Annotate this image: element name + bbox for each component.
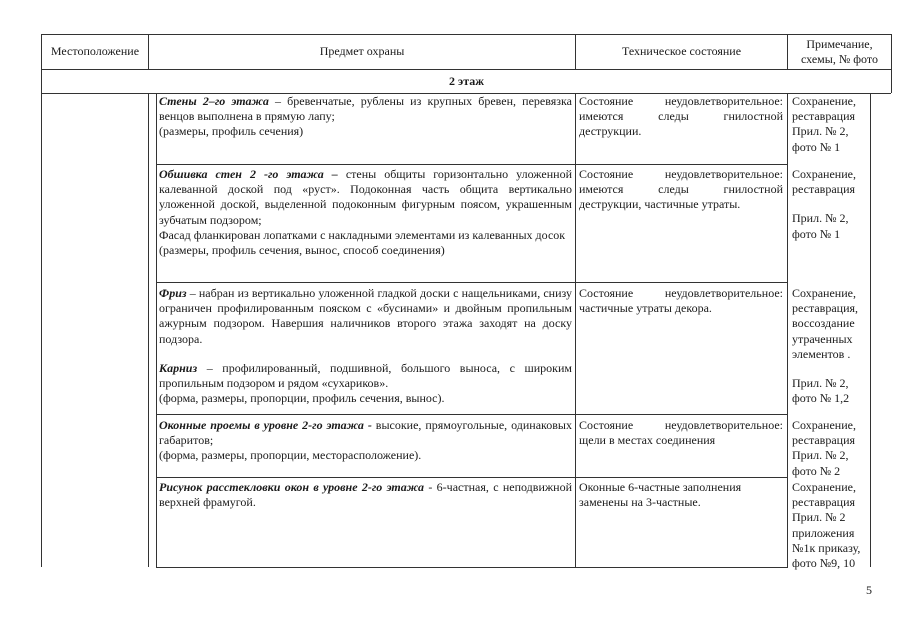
row-2-note-gap [792, 197, 870, 211]
section-title-text: 2 этаж [449, 73, 484, 88]
rule-row-3 [156, 414, 788, 415]
row-2-note-line: Прил. № 2, [792, 211, 849, 226]
row-2-subject-text: стены общиты горизонтально уложенной калеванной доской под «руст». Подоконная часть общита вертикально уложенной доской, выделенной подоконным фигурным поясом, украшенным зубчатым подзором; [159, 167, 572, 227]
row-2-condition [579, 167, 783, 213]
row-5-subject-title: Рисунок расстекловки окон в уровне 2-го этажа [159, 480, 425, 494]
row-3-subject-text2: – профилированный, подшивной, большого выноса, с широким пропильным подзором и рядом «сухариков». [159, 360, 572, 391]
rule-row-4 [156, 477, 788, 478]
row-1-note-line: фото № 1 [792, 139, 841, 154]
row-3-subject [159, 286, 572, 406]
rule-right [891, 34, 892, 93]
rule-row-2 [156, 282, 788, 283]
row-4-condition [579, 418, 783, 448]
row-5-note-line: Прил. № 2 [792, 510, 846, 525]
row-2-subject [159, 167, 572, 258]
header-condition-text: Техническое состояние [621, 44, 742, 59]
rule-row-1 [156, 164, 788, 165]
header-note [788, 35, 891, 69]
rule-col-3-body [787, 93, 788, 567]
row-1-note [792, 94, 870, 155]
header-condition [576, 35, 787, 69]
row-2-note [792, 167, 870, 242]
header-location-text: Местоположение [50, 44, 140, 59]
row-5-note [792, 480, 870, 571]
row-5-condition [579, 480, 783, 510]
row-1-note-line: Прил. № 2, [792, 124, 849, 139]
rule-col-1-body [148, 93, 149, 567]
row-2-subject-text2: Фасад фланкирован лопатками с накладными элементами из калеванных досок [159, 227, 566, 242]
row-4-note-line: реставрация [792, 433, 856, 448]
rule-bottom [156, 567, 788, 568]
row-4-condition-text: Состояние неудовлетворительное: щели в местах соединения [579, 418, 783, 448]
row-3-subject-extra: (форма, размеры, пропорции, профиль сечения, вынос). [159, 391, 445, 406]
row-5-note-line: №1к приказу, [792, 540, 861, 555]
row-1-subject [159, 94, 572, 140]
rule-right-body [870, 93, 871, 567]
row-2-condition-text: Состояние неудовлетворительное: имеются следы гнилостной деструкции, частичные утраты. [579, 167, 783, 212]
row-2-note-line: Сохранение, [792, 167, 856, 181]
row-3-note-line: Прил. № 2, [792, 376, 849, 391]
row-3-note-line: элементов . [792, 346, 851, 361]
row-4-subject-text: высокие, прямоугольные, одинаковых габаритов; [159, 418, 572, 448]
row-3-condition-text: Состояние неудовлетворительное: частичные утраты декора. [579, 286, 783, 316]
row-1-subject-extra: (размеры, профиль сечения) [159, 124, 304, 139]
row-3-subject-title2: Карниз [159, 360, 198, 375]
header-note-line1: Примечание, [806, 36, 873, 51]
section-title [42, 70, 891, 93]
row-5-subject-text: - 6-частная, с неподвижной верхней фрамугой. [159, 480, 572, 510]
rule-col-2-body [575, 93, 576, 567]
row-5-note-line: фото №9, 10 [792, 556, 856, 571]
row-2-note-line: реставрация [792, 182, 856, 197]
page-number: 5 [866, 583, 872, 597]
row-4-note-line: фото № 2 [792, 463, 841, 478]
row-3-subject-gap [159, 347, 572, 361]
row-3-note-line: реставрация, [792, 301, 859, 316]
row-4-note-line: Прил. № 2, [792, 448, 849, 463]
row-1-condition [579, 94, 783, 140]
row-1-note-line: реставрация [792, 109, 856, 124]
row-3-subject-text: – набран из вертикально уложенной гладкой доски с нащельниками, снизу ограничен профилированным пояском с «бусинами» и двойным пропильным ажурным подзором. Навершия наличников второго этажа заходят на доску подзора. [159, 286, 572, 346]
row-1-subject-text: – бревенчатые, рублены из крупных бревен, перевязка венцов выполнена в прямую лапу; [159, 94, 572, 124]
row-4-subject-title: Оконные проемы в уровне 2-го этажа - [159, 418, 372, 432]
row-5-condition-text: Оконные 6-частные заполнения заменены на 3-частные. [579, 480, 742, 510]
rule-col-1b [156, 93, 157, 567]
row-5-note-line: приложения [792, 525, 855, 540]
row-5-subject [159, 480, 572, 510]
row-3-note-line: фото № 1,2 [792, 391, 850, 406]
row-1-note-line: Сохранение, [792, 94, 856, 108]
row-2-subject-extra: (размеры, профиль сечения, вынос, способ соединения) [159, 243, 445, 258]
row-4-subject [159, 418, 572, 464]
row-3-note-line: воссоздание [792, 316, 855, 331]
row-4-subject-extra: (форма, размеры, пропорции, месторасположение). [159, 448, 422, 463]
row-3-note-gap [792, 362, 870, 376]
row-2-note-line: фото № 1 [792, 226, 841, 241]
row-3-subject-title: Фриз [159, 286, 187, 300]
header-subject-text: Предмет охраны [319, 44, 405, 59]
row-5-note-line: реставрация [792, 495, 856, 510]
row-3-note [792, 286, 870, 406]
row-3-note-line: Сохранение, [792, 286, 856, 300]
row-3-note-line: утраченных [792, 331, 853, 346]
row-4-note-line: Сохранение, [792, 418, 856, 432]
row-2-subject-title: Обшивка стен 2 -го этажа – [159, 167, 338, 181]
row-1-condition-text: Состояние неудовлетворительное: имеются следы гнилостной деструкции. [579, 94, 783, 139]
header-subject [149, 35, 575, 69]
header-note-line2: схемы, № фото [800, 52, 878, 66]
row-3-condition [579, 286, 783, 316]
row-5-note-line: Сохранение, [792, 480, 856, 494]
row-1-subject-title: Стены 2–го этажа [159, 94, 269, 108]
rule-left [41, 34, 42, 567]
row-4-note [792, 418, 870, 479]
header-location [42, 35, 148, 69]
